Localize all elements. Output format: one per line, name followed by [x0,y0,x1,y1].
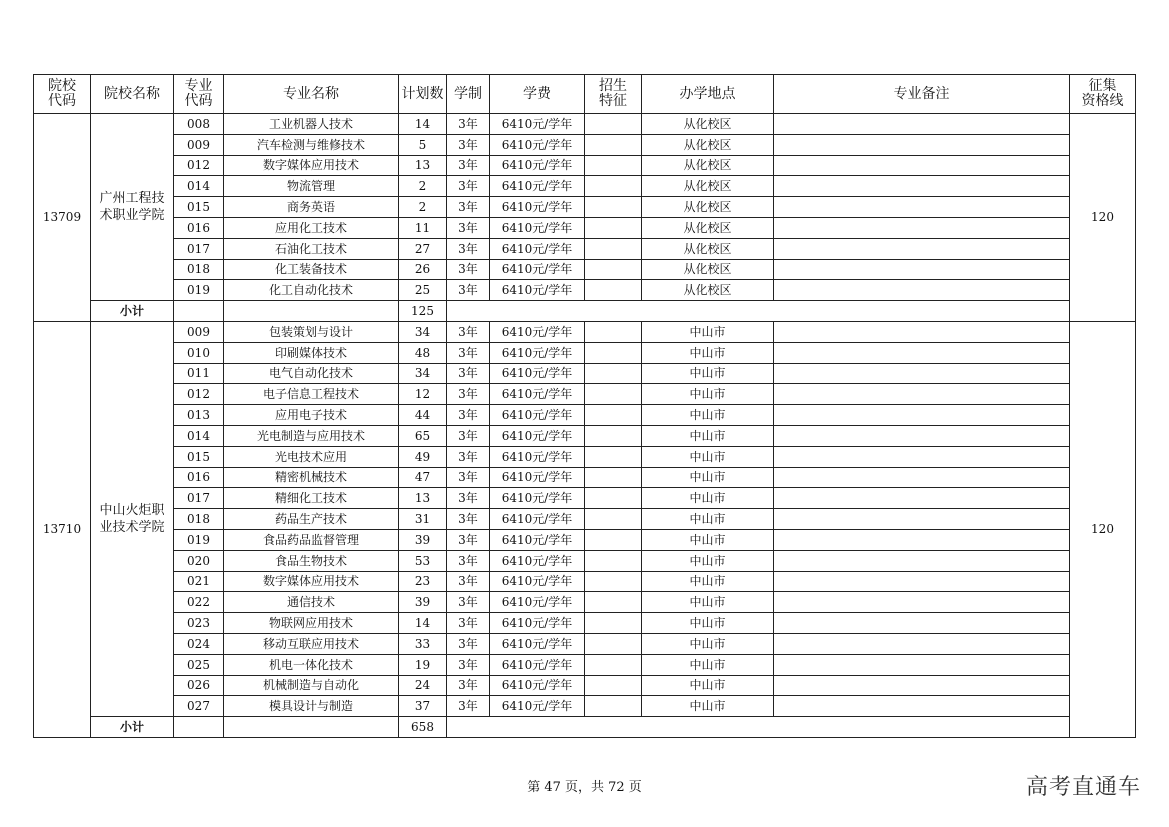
tuition-fee: 6410元/学年 [490,114,585,135]
subtotal-label: 小计 [91,301,174,322]
major-code: 018 [174,259,224,280]
plan-count: 25 [399,280,447,301]
school-location: 从化校区 [642,280,774,301]
enroll-feature [585,259,642,280]
study-years: 3年 [447,197,490,218]
enroll-feature [585,633,642,654]
major-name: 精细化工技术 [224,488,399,509]
major-name: 机械制造与自动化 [224,675,399,696]
major-code: 016 [174,467,224,488]
study-years: 3年 [447,509,490,530]
study-years: 3年 [447,467,490,488]
plan-count: 53 [399,550,447,571]
enroll-feature [585,509,642,530]
tuition-fee: 6410元/学年 [490,197,585,218]
tuition-fee: 6410元/学年 [490,155,585,176]
major-code: 019 [174,529,224,550]
table-row [34,675,1136,696]
enroll-feature [585,217,642,238]
major-code: 008 [174,114,224,135]
study-years: 3年 [447,675,490,696]
header-note: 专业备注 [774,75,1070,114]
major-code: 024 [174,633,224,654]
plan-count: 13 [399,155,447,176]
study-years: 3年 [447,405,490,426]
table-row [34,363,1136,384]
tuition-fee: 6410元/学年 [490,238,585,259]
major-code: 021 [174,571,224,592]
table-row [34,405,1136,426]
plan-count: 34 [399,363,447,384]
study-years: 3年 [447,384,490,405]
subtotal-empty [447,301,1070,322]
major-name: 通信技术 [224,592,399,613]
major-name: 商务英语 [224,197,399,218]
major-note [774,488,1070,509]
study-years: 3年 [447,176,490,197]
plan-count: 26 [399,259,447,280]
major-note [774,613,1070,634]
study-years: 3年 [447,259,490,280]
school-location: 中山市 [642,613,774,634]
plan-count: 34 [399,321,447,342]
subtotal-empty [224,717,399,738]
enroll-feature [585,592,642,613]
major-name: 移动互联应用技术 [224,633,399,654]
enroll-feature [585,405,642,426]
tuition-fee: 6410元/学年 [490,134,585,155]
plan-count: 27 [399,238,447,259]
plan-count: 47 [399,467,447,488]
enroll-feature [585,280,642,301]
major-note [774,509,1070,530]
major-name: 精密机械技术 [224,467,399,488]
table-row [34,114,1136,135]
school-name: 中山火炬职业技术学院 [91,321,174,716]
page-footer: 第 47 页，共 72 页 [527,780,642,795]
table-row [34,155,1136,176]
major-name: 食品生物技术 [224,550,399,571]
major-name: 模具设计与制造 [224,696,399,717]
major-note [774,405,1070,426]
table-row [34,321,1136,342]
major-note [774,384,1070,405]
major-name: 化工装备技术 [224,259,399,280]
plan-count: 12 [399,384,447,405]
enroll-feature [585,134,642,155]
study-years: 3年 [447,529,490,550]
study-years: 3年 [447,217,490,238]
enroll-feature [585,384,642,405]
table-row [34,259,1136,280]
study-years: 3年 [447,280,490,301]
major-name: 应用化工技术 [224,217,399,238]
major-code: 016 [174,217,224,238]
table-row [34,696,1136,717]
major-code: 014 [174,176,224,197]
tuition-fee: 6410元/学年 [490,342,585,363]
enroll-feature [585,696,642,717]
major-name: 电子信息工程技术 [224,384,399,405]
table-header-row [34,75,1136,114]
table-row [34,446,1136,467]
major-code: 023 [174,613,224,634]
enroll-feature [585,176,642,197]
major-code: 020 [174,550,224,571]
table-row [34,509,1136,530]
enroll-feature [585,550,642,571]
table-row [34,134,1136,155]
table-row [34,633,1136,654]
table-row [34,592,1136,613]
major-note [774,467,1070,488]
header-school-name: 院校名称 [91,75,174,114]
major-note [774,155,1070,176]
major-name: 电气自动化技术 [224,363,399,384]
plan-count: 24 [399,675,447,696]
header-school-code: 院校 代码 [34,75,91,114]
header-years: 学制 [447,75,490,114]
major-name: 药品生产技术 [224,509,399,530]
subtotal-empty [224,301,399,322]
tuition-fee: 6410元/学年 [490,509,585,530]
plan-count: 49 [399,446,447,467]
enroll-feature [585,342,642,363]
enroll-feature [585,675,642,696]
study-years: 3年 [447,488,490,509]
major-code: 010 [174,342,224,363]
major-code: 026 [174,675,224,696]
tuition-fee: 6410元/学年 [490,176,585,197]
major-note [774,654,1070,675]
major-code: 014 [174,425,224,446]
header-major-code: 专业 代码 [174,75,224,114]
major-name: 光电制造与应用技术 [224,425,399,446]
major-note [774,696,1070,717]
table-row [34,197,1136,218]
enroll-feature [585,571,642,592]
study-years: 3年 [447,654,490,675]
tuition-fee: 6410元/学年 [490,571,585,592]
school-location: 中山市 [642,425,774,446]
study-years: 3年 [447,571,490,592]
tuition-fee: 6410元/学年 [490,550,585,571]
tuition-fee: 6410元/学年 [490,592,585,613]
table-row [34,488,1136,509]
school-location: 中山市 [642,342,774,363]
table-row [34,613,1136,634]
cutoff-line: 120 [1070,321,1136,737]
school-location: 中山市 [642,654,774,675]
plan-count: 14 [399,613,447,634]
study-years: 3年 [447,363,490,384]
study-years: 3年 [447,321,490,342]
major-name: 机电一体化技术 [224,654,399,675]
plan-count: 13 [399,488,447,509]
school-location: 中山市 [642,571,774,592]
school-location: 中山市 [642,321,774,342]
major-name: 石油化工技术 [224,238,399,259]
enroll-feature [585,238,642,259]
header-feature: 招生 特征 [585,75,642,114]
tuition-fee: 6410元/学年 [490,696,585,717]
major-note [774,114,1070,135]
table-row [34,342,1136,363]
school-location: 中山市 [642,592,774,613]
school-location: 从化校区 [642,134,774,155]
major-note [774,238,1070,259]
table-row [34,238,1136,259]
school-location: 从化校区 [642,176,774,197]
cutoff-line: 120 [1070,114,1136,322]
study-years: 3年 [447,613,490,634]
school-location: 从化校区 [642,259,774,280]
enroll-feature [585,114,642,135]
header-cutoff: 征集 资格线 [1070,75,1136,114]
plan-count: 37 [399,696,447,717]
study-years: 3年 [447,696,490,717]
major-name: 数字媒体应用技术 [224,155,399,176]
header-fee: 学费 [490,75,585,114]
plan-count: 19 [399,654,447,675]
school-location: 中山市 [642,633,774,654]
enroll-feature [585,613,642,634]
school-location: 中山市 [642,550,774,571]
plan-count: 2 [399,197,447,218]
plan-count: 23 [399,571,447,592]
table-row [34,425,1136,446]
table-row [34,550,1136,571]
major-name: 汽车检测与维修技术 [224,134,399,155]
enroll-feature [585,321,642,342]
school-location: 从化校区 [642,197,774,218]
school-location: 中山市 [642,405,774,426]
plan-count: 39 [399,592,447,613]
school-location: 中山市 [642,488,774,509]
tuition-fee: 6410元/学年 [490,363,585,384]
table-body [34,114,1136,738]
study-years: 3年 [447,425,490,446]
tuition-fee: 6410元/学年 [490,446,585,467]
table-row [34,280,1136,301]
tuition-fee: 6410元/学年 [490,633,585,654]
table-row [34,176,1136,197]
subtotal-label: 小计 [91,717,174,738]
major-note [774,259,1070,280]
school-name: 广州工程技术职业学院 [91,114,174,301]
major-code: 012 [174,155,224,176]
major-note [774,446,1070,467]
major-code: 015 [174,197,224,218]
study-years: 3年 [447,342,490,363]
school-location: 中山市 [642,363,774,384]
plan-count: 11 [399,217,447,238]
major-note [774,217,1070,238]
subtotal-plan: 125 [399,301,447,322]
major-note [774,197,1070,218]
plan-count: 44 [399,405,447,426]
study-years: 3年 [447,633,490,654]
major-code: 017 [174,238,224,259]
header-location: 办学地点 [642,75,774,114]
plan-count: 31 [399,509,447,530]
major-note [774,425,1070,446]
table-row [34,217,1136,238]
major-name: 工业机器人技术 [224,114,399,135]
table-row [34,384,1136,405]
table-row [34,467,1136,488]
table-row [34,529,1136,550]
tuition-fee: 6410元/学年 [490,384,585,405]
study-years: 3年 [447,592,490,613]
major-name: 食品药品监督管理 [224,529,399,550]
tuition-fee: 6410元/学年 [490,259,585,280]
table-row [34,571,1136,592]
plan-count: 2 [399,176,447,197]
enroll-feature [585,363,642,384]
school-location: 中山市 [642,696,774,717]
subtotal-plan: 658 [399,717,447,738]
plan-count: 5 [399,134,447,155]
enroll-feature [585,488,642,509]
school-code: 13710 [34,321,91,737]
major-name: 光电技术应用 [224,446,399,467]
major-name: 化工自动化技术 [224,280,399,301]
enroll-feature [585,425,642,446]
plan-count: 14 [399,114,447,135]
major-code: 025 [174,654,224,675]
tuition-fee: 6410元/学年 [490,280,585,301]
school-location: 从化校区 [642,155,774,176]
school-location: 中山市 [642,509,774,530]
major-note [774,550,1070,571]
enroll-feature [585,654,642,675]
subtotal-empty [447,717,1070,738]
major-name: 包装策划与设计 [224,321,399,342]
tuition-fee: 6410元/学年 [490,425,585,446]
major-note [774,633,1070,654]
major-note [774,176,1070,197]
study-years: 3年 [447,550,490,571]
study-years: 3年 [447,134,490,155]
school-code: 13709 [34,114,91,322]
plan-count: 33 [399,633,447,654]
major-note [774,363,1070,384]
study-years: 3年 [447,155,490,176]
study-years: 3年 [447,114,490,135]
major-name: 数字媒体应用技术 [224,571,399,592]
school-location: 从化校区 [642,217,774,238]
tuition-fee: 6410元/学年 [490,613,585,634]
plan-count: 48 [399,342,447,363]
major-code: 017 [174,488,224,509]
major-code: 009 [174,321,224,342]
major-note [774,342,1070,363]
school-location: 中山市 [642,529,774,550]
subtotal-row [34,717,1136,738]
major-note [774,675,1070,696]
major-note [774,321,1070,342]
tuition-fee: 6410元/学年 [490,405,585,426]
tuition-fee: 6410元/学年 [490,654,585,675]
major-note [774,280,1070,301]
tuition-fee: 6410元/学年 [490,529,585,550]
subtotal-empty [174,301,224,322]
major-note [774,529,1070,550]
enroll-feature [585,467,642,488]
enroll-feature [585,529,642,550]
major-code: 015 [174,446,224,467]
subtotal-empty [174,717,224,738]
enroll-feature [585,446,642,467]
tuition-fee: 6410元/学年 [490,488,585,509]
school-location: 从化校区 [642,238,774,259]
major-code: 018 [174,509,224,530]
major-code: 009 [174,134,224,155]
study-years: 3年 [447,446,490,467]
admission-plan-table [33,74,1136,738]
major-code: 022 [174,592,224,613]
major-code: 019 [174,280,224,301]
major-name: 印刷媒体技术 [224,342,399,363]
header-major-name: 专业名称 [224,75,399,114]
school-location: 从化校区 [642,114,774,135]
school-location: 中山市 [642,384,774,405]
study-years: 3年 [447,238,490,259]
school-location: 中山市 [642,675,774,696]
header-plan: 计划数 [399,75,447,114]
major-name: 物联网应用技术 [224,613,399,634]
plan-count: 65 [399,425,447,446]
school-location: 中山市 [642,467,774,488]
major-code: 027 [174,696,224,717]
major-code: 012 [174,384,224,405]
table-row [34,654,1136,675]
subtotal-row [34,301,1136,322]
tuition-fee: 6410元/学年 [490,217,585,238]
major-name: 物流管理 [224,176,399,197]
major-note [774,571,1070,592]
enroll-feature [585,197,642,218]
school-location: 中山市 [642,446,774,467]
plan-count: 39 [399,529,447,550]
major-note [774,134,1070,155]
major-code: 013 [174,405,224,426]
tuition-fee: 6410元/学年 [490,467,585,488]
enroll-feature [585,155,642,176]
major-name: 应用电子技术 [224,405,399,426]
major-code: 011 [174,363,224,384]
major-note [774,592,1070,613]
tuition-fee: 6410元/学年 [490,321,585,342]
tuition-fee: 6410元/学年 [490,675,585,696]
watermark: 高考直通车 [1025,775,1141,800]
